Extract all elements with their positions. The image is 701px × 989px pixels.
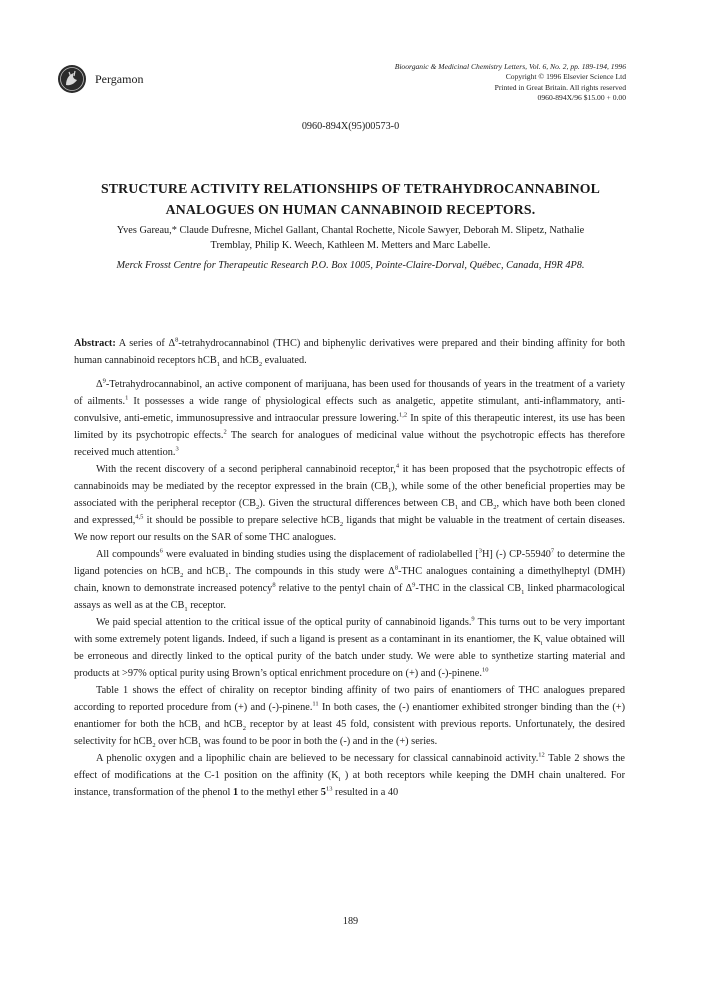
paragraph-6 bbox=[74, 750, 625, 801]
subscript: 1 bbox=[225, 572, 229, 580]
subscript: i bbox=[540, 640, 543, 648]
authors-line-2: Tremblay, Philip K. Weech, Kathleen M. Metters and Marc Labelle. bbox=[210, 240, 491, 251]
text-run: was found to be poor in both the (-) and in the (+) series. bbox=[201, 736, 438, 747]
citation-ref: 12 bbox=[538, 751, 545, 759]
text-run: linked pharmacological assays as well as at the CB bbox=[74, 583, 626, 611]
citation-ref: 2 bbox=[223, 428, 227, 436]
citation-ref: 1 bbox=[125, 394, 129, 402]
citation-ref: 3 bbox=[175, 445, 179, 453]
affiliation: Merck Frosst Centre for Therapeutic Research P.O. Box 1005, Pointe-Claire-Dorval, Québec, Canada, H9R 4P8. bbox=[116, 260, 585, 271]
page-number: 189 bbox=[342, 916, 359, 927]
publisher-block bbox=[57, 64, 143, 94]
subscript: 1 bbox=[197, 742, 202, 750]
subscript: i bbox=[338, 776, 341, 784]
text-run: and hCB bbox=[201, 719, 243, 730]
issn-price-line: 0960-894X/96 $15.00 + 0.00 bbox=[537, 92, 626, 102]
text-run: receptor by at least 45 fold, consistent with previous reports. Unfortunately, the desired selectivity for hCB bbox=[74, 719, 626, 747]
citation-ref: 10 bbox=[481, 666, 489, 674]
text-run: It possesses a wide range of physiological effects such as analgetic, appetite stimulant, anti-inflammatory, anti-convulsive, anti-emetic, immunosupressive and intraocular pressure lowering. bbox=[74, 396, 625, 424]
compound-number: 1 bbox=[232, 787, 239, 798]
subscript: 2 bbox=[339, 521, 344, 529]
abstract-text: -tetrahydrocannabinol (THC) and biphenylic derivatives were prepared and their binding affinity for both human cannabinoid receptors hCB bbox=[74, 338, 625, 366]
subscript: 2 bbox=[256, 504, 260, 512]
title-line-2: ANALOGUES ON HUMAN CANNABINOID RECEPTORS. bbox=[165, 202, 536, 217]
text-run: -THC analogues containing a dimethylheptyl (DMH) chain, known to demonstrate increased potency bbox=[74, 566, 625, 594]
text-run: over hCB bbox=[155, 736, 198, 747]
subscript: 2 bbox=[152, 742, 156, 750]
text-run: ) at both receptors while keeping the DMH chain unaltered. For instance, transformation of the phenol bbox=[74, 770, 625, 798]
text-run: In both cases, the (-) enantiomer exhibited stronger binding than the (+) enantiomer for both the hCB bbox=[74, 702, 626, 730]
text-run: relative to the pentyl chain of Δ bbox=[275, 583, 413, 594]
text-run: to the methyl ether bbox=[238, 787, 321, 798]
abstract bbox=[74, 335, 625, 369]
text-run: receptor. bbox=[187, 600, 226, 611]
publisher-name: Pergamon bbox=[95, 71, 144, 86]
compound-number: 5 bbox=[320, 787, 326, 798]
paragraph-4 bbox=[74, 614, 625, 682]
abstract-text: A series of Δ bbox=[115, 338, 176, 349]
text-run: -THC in the classical CB bbox=[415, 583, 522, 594]
superscript: 3 bbox=[478, 547, 482, 555]
text-run: ligands that might be valuable in the treatment of certain diseases. We now report our results on the SAR of some THC analogues. bbox=[74, 515, 625, 543]
abstract-text: and hCB bbox=[219, 355, 259, 366]
text-run: This turns out to be very important with some extremely potent ligands. Indeed, if such a ligand is present as a contaminant in its enantiomer, the K bbox=[74, 617, 626, 645]
abstract-text: evaluated. bbox=[262, 355, 307, 366]
text-run: and hCB bbox=[183, 566, 226, 577]
text-run: -Tetrahydrocannabinol, an active component of marijuana, has been used for thousands of years in the treatment of a variety of ailments. bbox=[74, 379, 625, 407]
body-text bbox=[74, 376, 625, 801]
text-run: H] (-) CP-55940 bbox=[481, 549, 551, 560]
citation-ref: 4 bbox=[395, 462, 400, 470]
subscript: 2 bbox=[242, 725, 246, 733]
authors-line-1: Yves Gareau,* Claude Dufresne, Michel Gallant, Chantal Rochette, Nicole Sawyer, Deborah M. Slipetz, Nathalie bbox=[116, 225, 585, 236]
subscript: 1 bbox=[184, 606, 188, 614]
text-run: . The compounds in this study were Δ bbox=[228, 566, 395, 577]
copyright-line: Copyright © 1996 Elsevier Science Ltd bbox=[505, 72, 626, 82]
text-run: We paid special attention to the critical issue of the optical purity of cannabinoid ligands. bbox=[96, 617, 472, 628]
paragraph-5 bbox=[74, 682, 625, 750]
citation-ref: 9 bbox=[471, 615, 475, 623]
citation-ref: 11 bbox=[312, 700, 319, 708]
author-list bbox=[56, 223, 645, 253]
citation-ref: 13 bbox=[325, 785, 333, 793]
paper-title bbox=[50, 178, 651, 220]
subscript: 2 bbox=[180, 572, 184, 580]
citation-ref: 6 bbox=[159, 547, 163, 555]
text-run: ), while some of the other beneficial properties may be associated with the peripheral receptor (CB bbox=[74, 481, 625, 509]
text-run: Table 2 shows the effect of modifications at the C-1 position on the affinity (K bbox=[74, 753, 625, 781]
superscript: 9 bbox=[412, 581, 416, 589]
text-run: it should be possible to prepare selective hCB bbox=[143, 515, 340, 526]
text-run: In spite of this therapeutic interest, its use has been limited by its psychotropic effects. bbox=[74, 413, 626, 441]
text-run: The search for analogues of medicinal value without the psychotropic effects has therefore received much attention. bbox=[74, 430, 625, 458]
subscript: 1 bbox=[197, 725, 202, 733]
superscript: 8 bbox=[175, 336, 179, 344]
text-run: With the recent discovery of a second peripheral cannabinoid receptor, bbox=[96, 464, 396, 475]
paragraph-3 bbox=[74, 546, 625, 614]
abstract-label: Abstract: bbox=[74, 338, 116, 349]
citation-ref: 1,2 bbox=[398, 411, 408, 419]
subscript: 1 bbox=[388, 487, 392, 495]
citation-ref: 7 bbox=[550, 547, 555, 555]
text-run: and CB bbox=[458, 498, 494, 509]
journal-citation bbox=[395, 62, 626, 103]
paragraph-2 bbox=[74, 461, 625, 546]
text-run: Δ bbox=[96, 379, 103, 390]
superscript: 8 bbox=[394, 564, 399, 572]
subscript: 2 bbox=[258, 361, 263, 369]
text-run: it has been proposed that the psychotropic effects of cannabinoids may be mediated by the receptor expressed in the brain (CB bbox=[74, 464, 626, 492]
text-run: All compounds bbox=[96, 549, 160, 560]
subscript: 2 bbox=[493, 504, 497, 512]
subscript: 1 bbox=[454, 504, 459, 512]
text-run: A phenolic oxygen and a lipophilic chain are believed to be necessary for classical cannabinoid activity. bbox=[96, 753, 539, 764]
journal-reference: Bioorganic & Medicinal Chemistry Letters, Vol. 6, No. 2, pp. 189-194, 1996 bbox=[394, 62, 626, 71]
superscript: 9 bbox=[102, 377, 106, 385]
publisher-logo-icon bbox=[57, 64, 87, 94]
subscript: 1 bbox=[216, 361, 220, 369]
text-run: to determine the ligand potencies on hCB bbox=[74, 549, 625, 577]
citation-ref: 4,5 bbox=[135, 513, 144, 521]
text-run: ). Given the structural differences between CB bbox=[259, 498, 455, 509]
text-run: Table 1 shows the effect of chirality on receptor binding affinity of two pairs of enantiomers of THC analogues prepared according to reported procedure from (+) and (-)-pinene. bbox=[74, 685, 625, 713]
subscript: 1 bbox=[521, 589, 525, 597]
printed-line: Printed in Great Britain. All rights reserved bbox=[494, 82, 626, 92]
text-run: were evaluated in binding studies using the displacement of radiolabelled [ bbox=[162, 549, 479, 560]
text-run: , which have both been cloned and expressed, bbox=[74, 498, 625, 526]
text-run: value obtained will be erroneous and directly linked to the optical purity of the batch under study. We were able to synthetize starting material and products at >97% optical purity using Brown’s optical enrichment procedure on (+) and (-)-pinene. bbox=[74, 634, 625, 679]
article-identifier: 0960-894X(95)00573-0 bbox=[301, 121, 400, 132]
title-line-1: STRUCTURE ACTIVITY RELATIONSHIPS OF TETRAHYDROCANNABINOL bbox=[100, 181, 601, 196]
text-run: resulted in a 40 bbox=[332, 787, 399, 798]
paragraph-1 bbox=[74, 376, 625, 461]
citation-ref: 8 bbox=[272, 581, 276, 589]
